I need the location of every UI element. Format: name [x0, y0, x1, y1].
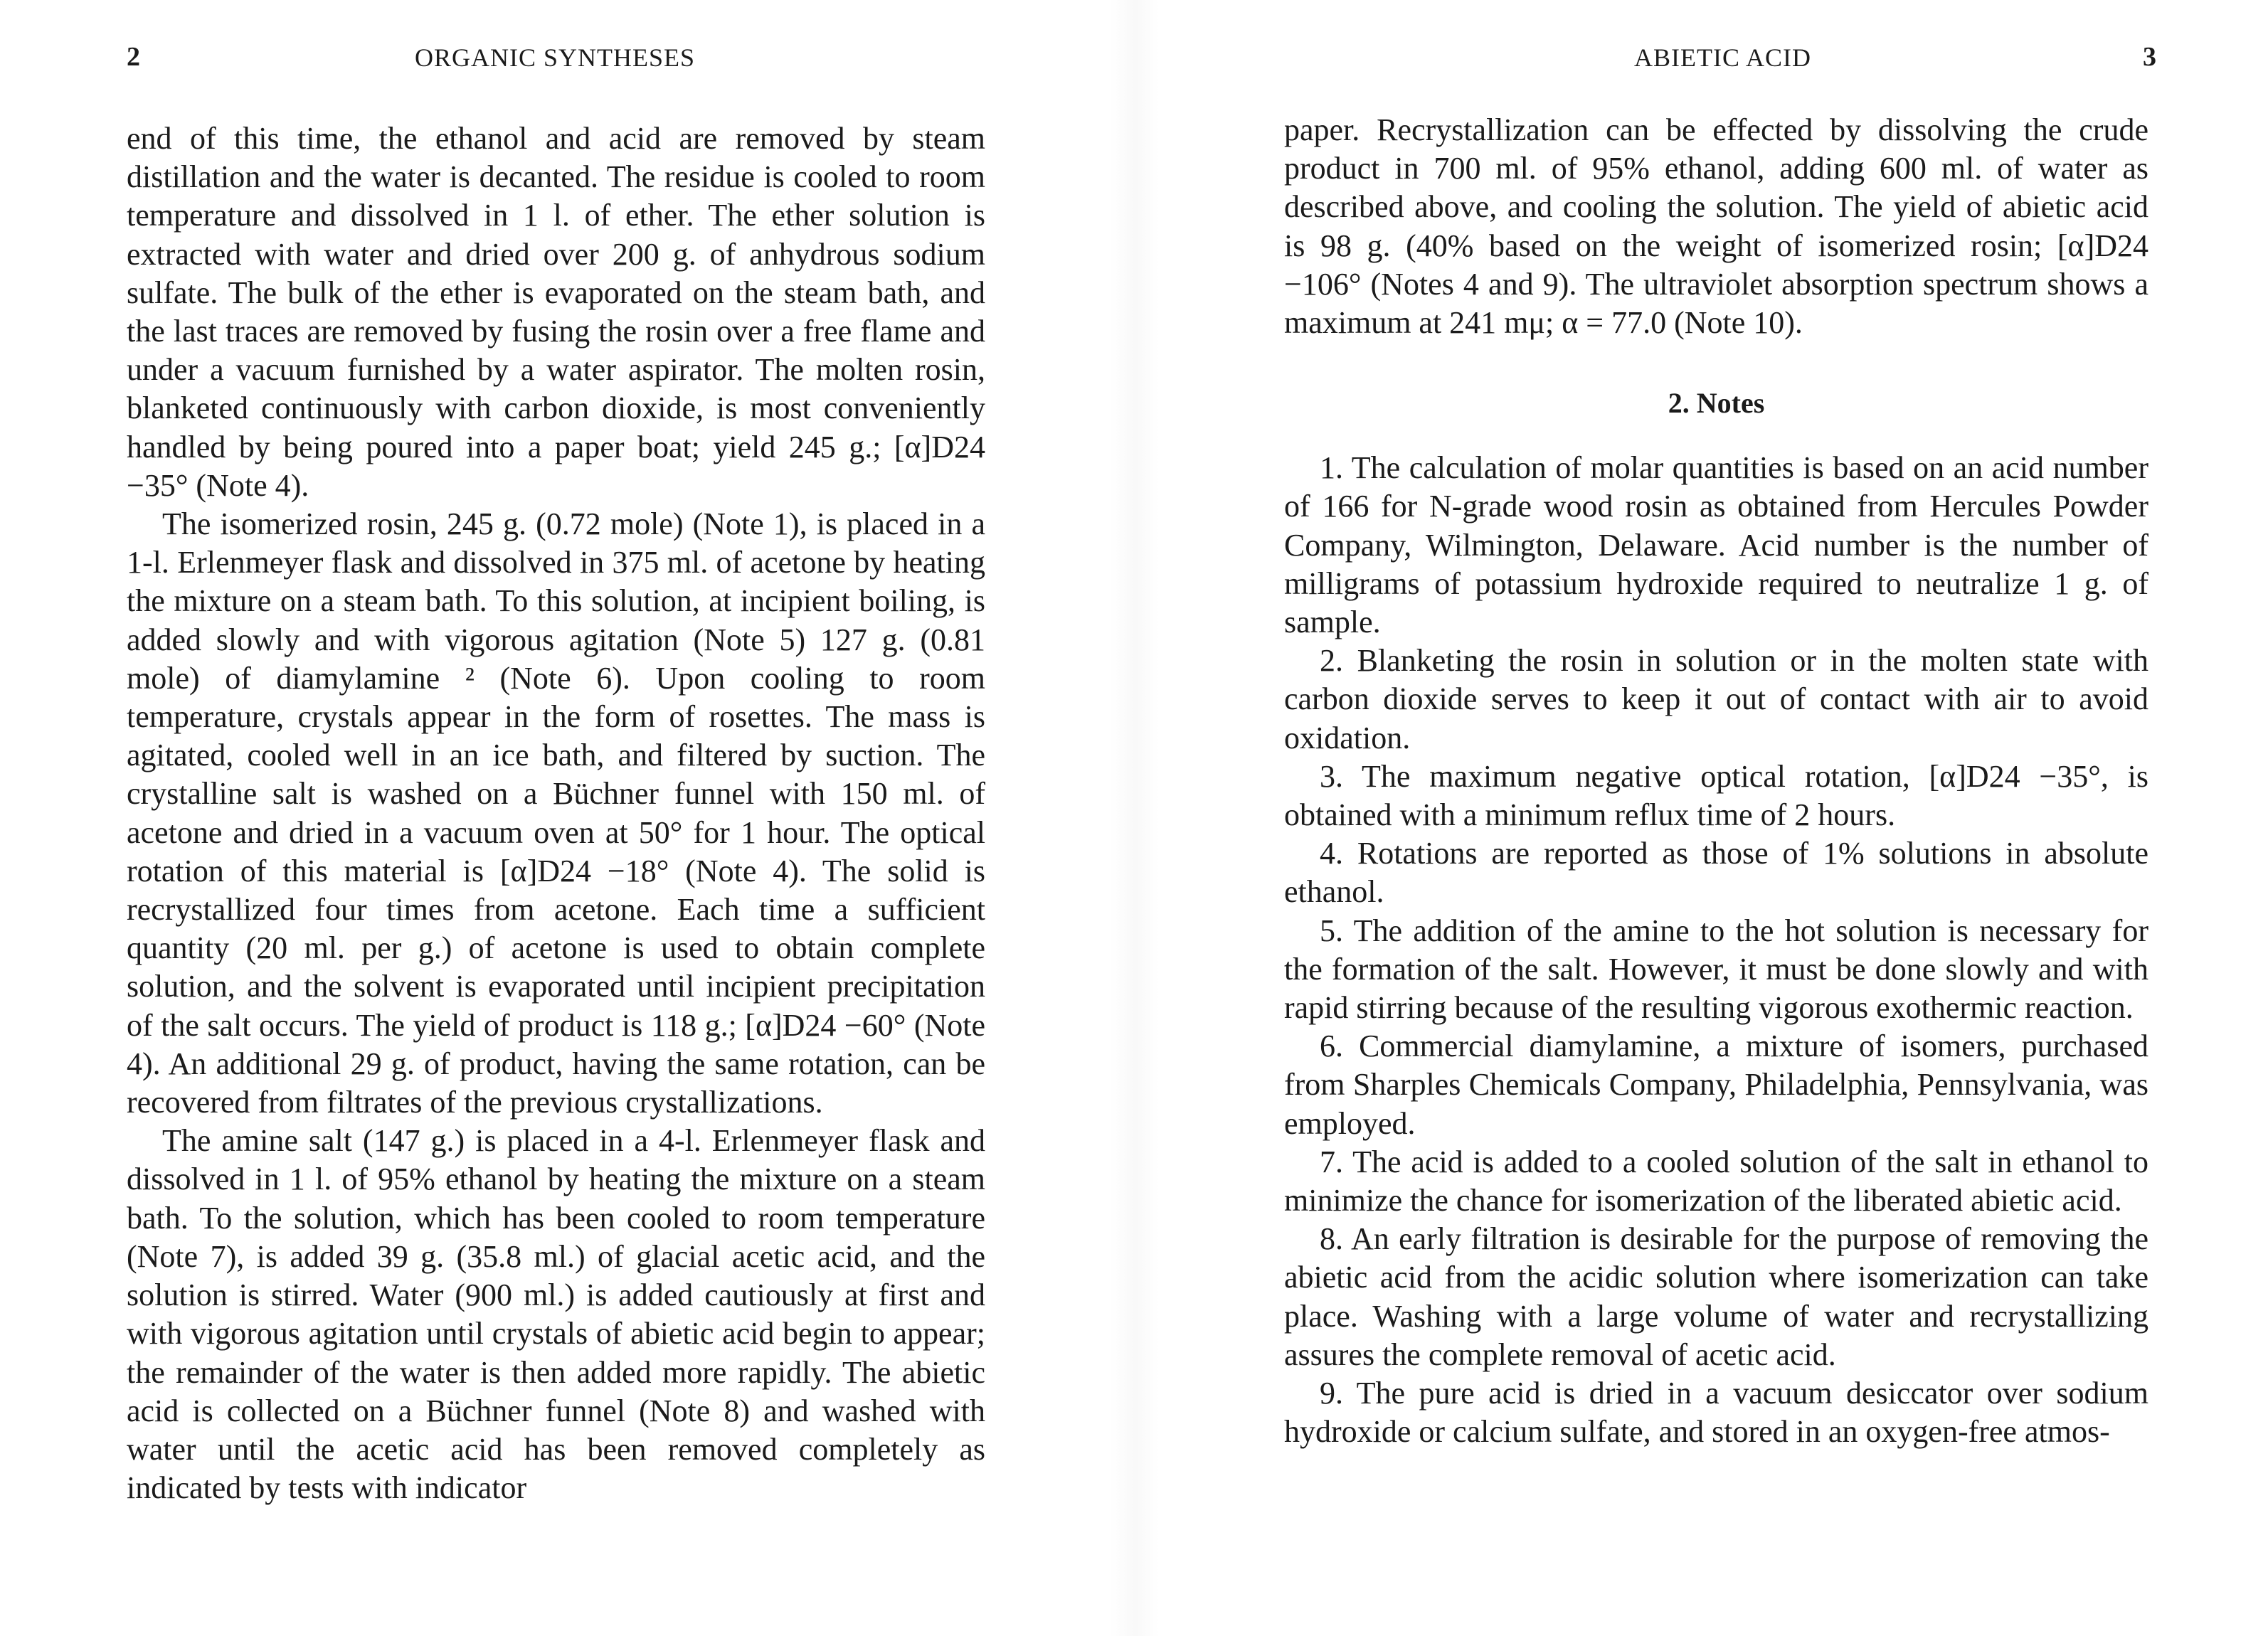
- note-item: 8. An early filtration is desirable for the purpose of removing the abietic acid from the acidic solution where isomerization can take place. Washing with a large volume of water and recrystallizing assures the complete removal of acetic acid.: [1284, 1221, 2148, 1372]
- page-number-left: 2: [127, 42, 140, 72]
- note-item: 7. The acid is added to a cooled solution of the salt in ethanol to minimize the chance for isomerization of the liberated abietic acid.: [1284, 1144, 2148, 1218]
- right-page: [1134, 0, 2268, 1636]
- notes-section-title: 2. Notes: [1668, 387, 1765, 420]
- right-text-column: [1284, 111, 2148, 1452]
- note-item: 5. The addition of the amine to the hot solution is necessary for the formation of the salt. However, it must be done slowly and with rapid stirring because of the resulting vigorous exothermic reaction.: [1284, 913, 2148, 1026]
- note-item: 4. Rotations are reported as those of 1% solutions in absolute ethanol.: [1284, 836, 2148, 910]
- note-item: 9. The pure acid is dried in a vacuum desiccator over sodium hydroxide or calcium sulfate, and stored in an oxygen-free atmos-: [1284, 1376, 2148, 1450]
- paragraph-acid-liberation: The amine salt (147 g.) is placed in a 4-l. Erlenmeyer flask and dissolved in 1 l. of 95% ethanol by heating the mixture on a steam bath. To the solution, which has been cooled to room temperature (Note 7), is added 39 g. (35.8 ml.) of glacial acetic acid, and the solution is stirred. Water (900 ml.) is added cautiously at first and with vigorous agitation until crystals of abietic acid begin to appear; the remainder of the water is then added more rapidly. The abietic acid is collected on a Büchner funnel (Note 8) and washed with water until the acetic acid has been removed completely as indicated by tests with indicator: [127, 1123, 985, 1506]
- paragraph-recrystallization: paper. Recrystallization can be effected by dissolving the crude product in 700 ml. of 95% ethanol, adding 600 ml. of water as described above, and cooling the solution. The yield of abietic acid is 98 g. (40% based on the weight of isomerized rosin; [α]D24 −106° (Notes 4 and 9). The ultraviolet absorption spectrum shows a maximum at 241 mμ; α = 77.0 (Note 10).: [1284, 112, 2148, 341]
- note-item: 3. The maximum negative optical rotation, [α]D24 −35°, is obtained with a minimum reflux time of 2 hours.: [1284, 758, 2148, 833]
- page-number-right: 3: [2143, 42, 2156, 72]
- note-item: 2. Blanketing the rosin in solution or in the molten state with carbon dioxide serves to keep it out of contact with air to avoid oxidation.: [1284, 643, 2148, 755]
- paragraph-rosin-isolation: end of this time, the ethanol and acid are removed by steam distillation and the water is decanted. The residue is cooled to room temperature and dissolved in 1 l. of ether. The ether solution is extracted with water and dried over 200 g. of anhydrous sodium sulfate. The bulk of the ether is evaporated on the steam bath, and the last traces are removed by fusing the rosin over a free flame and under a vacuum furnished by a water aspirator. The molten rosin, blanketed continuously with carbon dioxide, is most conveniently handled by being poured into a paper boat; yield 245 g.; [α]D24 −35° (Note 4).: [127, 121, 985, 503]
- running-head-right: ABIETIC ACID: [1634, 43, 1811, 72]
- running-head-left: ORGANIC SYNTHESES: [415, 43, 696, 72]
- left-text-column: [127, 119, 985, 1507]
- paragraph-amine-salt-formation: The isomerized rosin, 245 g. (0.72 mole) (Note 1), is placed in a 1-l. Erlenmeyer flask and dissolved in 375 ml. of acetone by heating the mixture on a steam bath. To this solution, at incipient boiling, is added slowly and with vigorous agitation (Note 5) 127 g. (0.81 mole) of diamylamine ² (Note 6). Upon cooling to room temperature, crystals appear in the form of rosettes. The mass is agitated, cooled well in an ice bath, and filtered by suction. The crystalline salt is washed on a Büchner funnel with 150 ml. of acetone and dried in a vacuum oven at 50° for 1 hour. The optical rotation of this material is [α]D24 −18° (Note 4). The solid is recrystallized four times from acetone. Each time a sufficient quantity (20 ml. per g.) of acetone is used to obtain complete solution, and the solvent is evaporated until incipient precipitation of the salt occurs. The yield of product is 118 g.; [α]D24 −60° (Note 4). An additional 29 g. of product, having the same rotation, can be recovered from filtrates of the previous crystallizations.: [127, 506, 985, 1120]
- note-item: 6. Commercial diamylamine, a mixture of isomers, purchased from Sharples Chemicals Company, Philadelphia, Pennsylvania, was employed.: [1284, 1029, 2148, 1141]
- note-item: 1. The calculation of molar quantities is based on an acid number of 166 for N-grade wood rosin as obtained from Hercules Powder Company, Wilmington, Delaware. Acid number is the number of milligrams of potassium hydroxide required to neutralize 1 g. of sample.: [1284, 450, 2148, 640]
